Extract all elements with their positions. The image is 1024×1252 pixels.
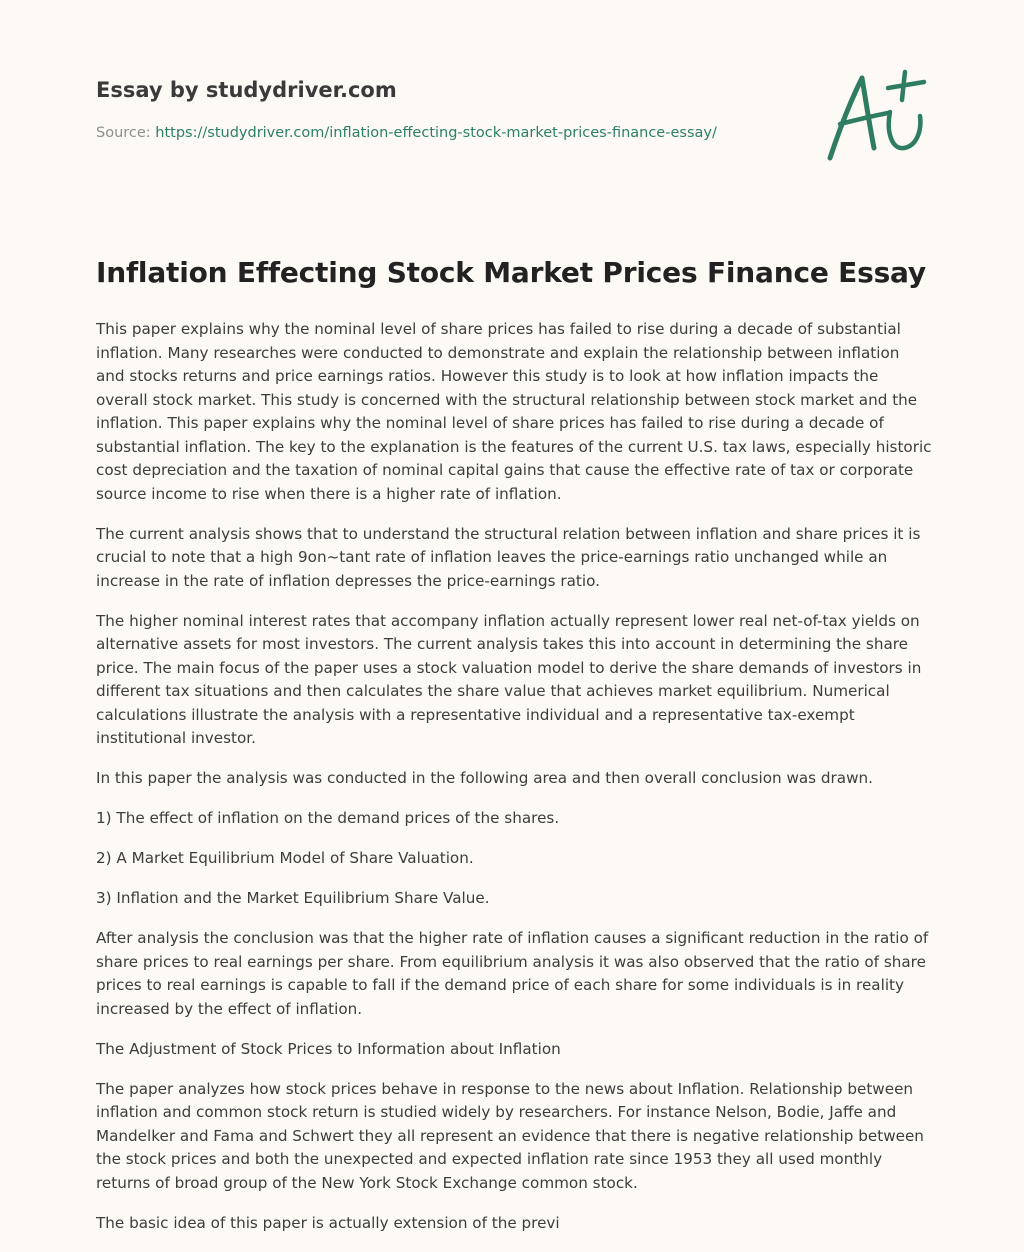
source-label: Source: — [96, 125, 156, 141]
essay-paragraph: This paper explains why the nominal level of share prices has failed to rise during a decade of substantial inflation. Many researches were conducted to demonstrate and explain the relationship between inflation and stocks returns and price earnings ratios. However this study is to look at how inflation impacts the overall stock market. This study is concerned with the structural relationship between stock market and the inflation. This paper explains why the nominal level of share prices has failed to rise during a decade of substantial inflation. The key to the explanation is the features of the current U.S. tax laws, especially historic cost depreciation and the taxation of nominal capital gains that cause the effective rate of tax or corporate source income to rise when there is a higher rate of inflation. — [96, 320, 932, 503]
essay-paragraph: The higher nominal interest rates that accompany inflation actually represent lower real net-of-tax yields on alternative assets for most investors. The current analysis takes this into account in determining the share price. The main focus of the paper uses a stock valuation model to derive the share demands of investors in different tax situations and then calculates the share value that achieves market equilibrium. Numerical calculations illustrate the analysis with a representative individual and a representative tax-exempt institutional investor. — [96, 611, 922, 747]
list-item: 2) A Market Equilibrium Model of Share Valuation. — [96, 849, 474, 867]
essay-body — [96, 318, 932, 1252]
list-item: 1) The effect of inflation on the demand prices of the shares. — [96, 809, 560, 827]
essay-paragraph: In this paper the analysis was conducted in the following area and then overall conclusion was drawn. — [96, 769, 873, 787]
section-heading: The Adjustment of Stock Prices to Information about Inflation — [96, 1039, 561, 1058]
essay-paragraph: The basic idea of this paper is actually extension of the previ — [96, 1213, 560, 1232]
site-brand: Essay by studydriver.com — [96, 78, 397, 102]
source-line — [96, 125, 717, 141]
list-item: 3) Inflation and the Market Equilibrium Share Value. — [96, 889, 490, 907]
essay-paragraph: The current analysis shows that to understand the structural relation between inflation and share prices it is crucial to note that a high 9on~tant rate of inflation leaves the price-earnings ratio unchanged while an increase in the rate of inflation depresses the price-earnings ratio. — [96, 524, 921, 590]
a-plus-logo-icon — [820, 66, 930, 166]
essay-paragraph: The paper analyzes how stock prices behave in response to the news about Inflation. Relationship between inflation and common stock return is studied widely by researchers. For instance Nelson, Bodie, Jaffe and Mandelker and Fama and Schwert they all represent an evidence that there is negative relationship between the stock prices and both the unexpected and expected inflation rate since 1953 they all used monthly returns of broad group of the New York Stock Exchange common stock. — [96, 1079, 924, 1192]
source-link[interactable]: https://studydriver.com/inflation-effecting-stock-market-prices-finance-essay/ — [155, 125, 717, 141]
essay-title: Inflation Effecting Stock Market Prices Finance Essay — [96, 256, 926, 289]
essay-paragraph: After analysis the conclusion was that the higher rate of inflation causes a significant reduction in the ratio of share prices to real earnings per share. From equilibrium analysis it was also observed that the ratio of share prices to real earnings is capable to fall if the demand price of each share for some individuals is in reality increased by the effect of inflation. — [96, 929, 929, 1018]
